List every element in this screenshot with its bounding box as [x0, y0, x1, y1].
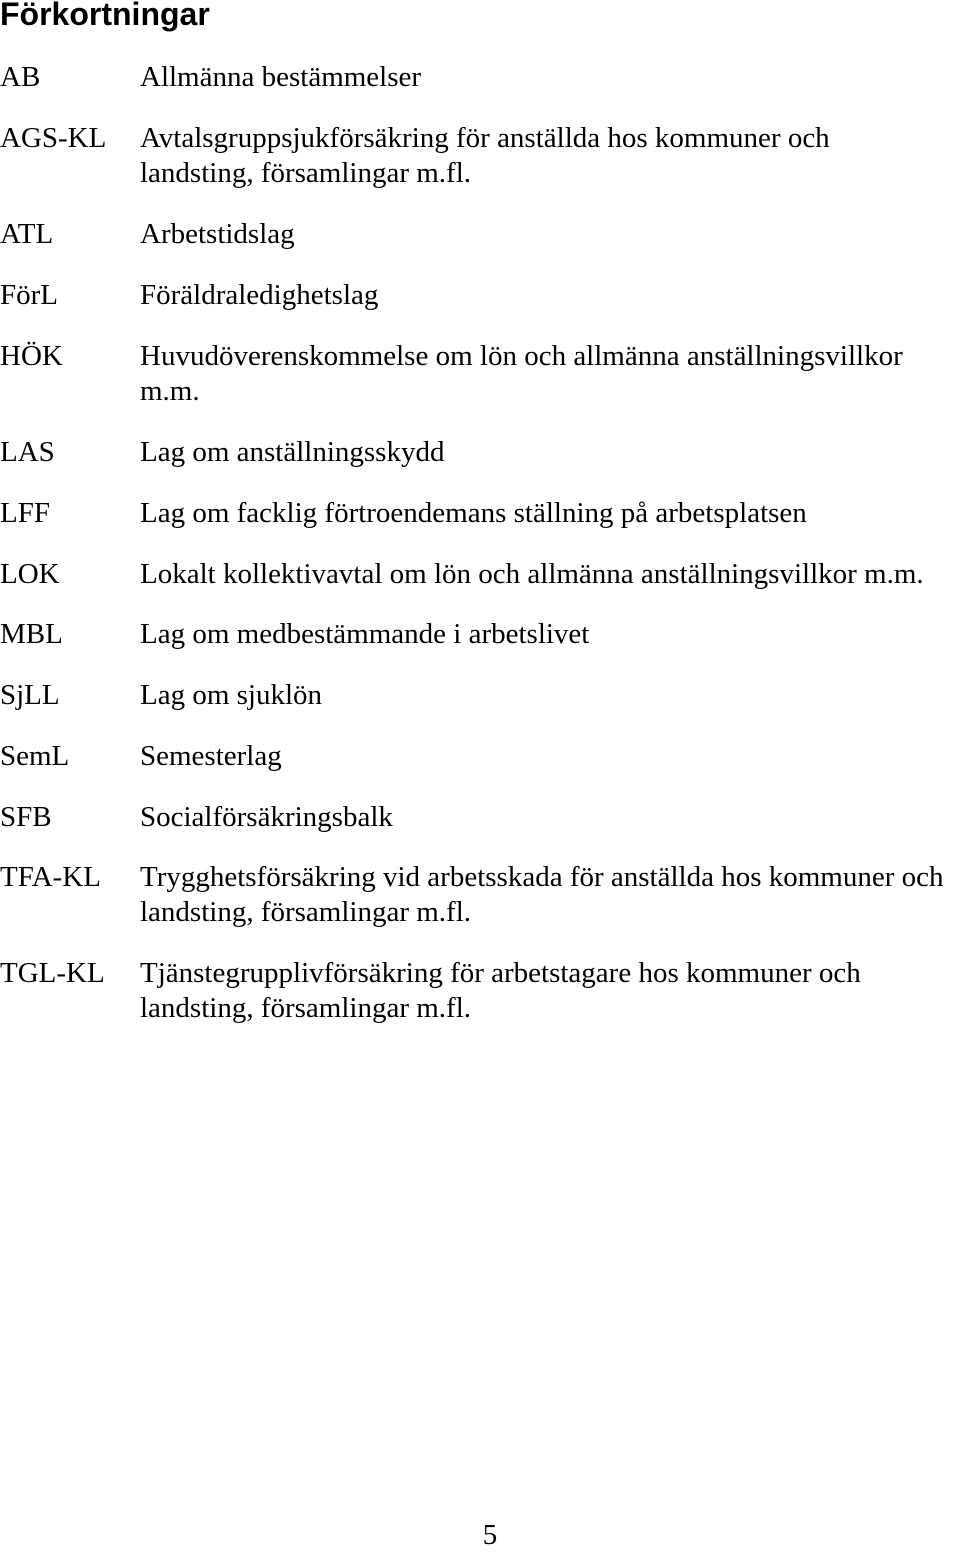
abbreviation: FörL: [0, 279, 58, 311]
abbreviation-description: Semesterlag: [140, 740, 282, 772]
abbreviation-description: Lag om anställningsskydd: [140, 436, 445, 468]
abbreviation: SFB: [0, 801, 52, 833]
abbreviation-description: Allmänna bestämmelser: [140, 61, 422, 93]
abbreviation: SemL: [0, 740, 70, 772]
abbreviation-description: Lag om medbestämmande i arbetslivet: [140, 618, 590, 650]
abbreviation: AB: [0, 61, 41, 93]
page-number: 5: [482, 1519, 498, 1551]
abbreviation: HÖK: [0, 340, 63, 372]
abbreviation: TGL-KL: [0, 957, 105, 989]
abbreviation-description: Avtalsgruppsjukförsäkring för anställda hos kommuner och landsting, församlingar m.fl.: [140, 122, 830, 189]
abbreviation-description: Lag om facklig förtroendemans ställning på arbetsplatsen: [140, 497, 807, 529]
abbreviation-description: Arbetstidslag: [140, 218, 295, 250]
abbreviation-description: Huvudöverenskommelse om lön och allmänna anställningsvillkor m.m.: [140, 340, 903, 407]
abbreviation: LFF: [0, 497, 50, 529]
abbreviation-description: Lokalt kollektivavtal om lön och allmänna anställningsvillkor m.m.: [140, 558, 924, 590]
abbreviation-description: Föräldraledighetslag: [140, 279, 379, 311]
abbreviation-description: Trygghetsförsäkring vid arbetsskada för anställda hos kommuner och landsting, församlingar m.fl.: [140, 861, 944, 928]
abbreviation-description: Lag om sjuklön: [140, 679, 323, 711]
page-title: Förkortningar: [0, 0, 210, 32]
abbreviation-description: Socialförsäkringsbalk: [140, 801, 393, 833]
abbreviation-description: Tjänstegrupplivförsäkring för arbetstagare hos kommuner och landsting, församlingar m.fl.: [140, 957, 861, 1024]
abbreviation: TFA-KL: [0, 861, 101, 893]
abbreviation: LOK: [0, 558, 60, 590]
abbreviation: MBL: [0, 618, 63, 650]
abbreviation: SjLL: [0, 679, 60, 711]
abbreviation: LAS: [0, 436, 55, 468]
abbreviation: AGS-KL: [0, 122, 107, 154]
abbreviation: ATL: [0, 218, 54, 250]
